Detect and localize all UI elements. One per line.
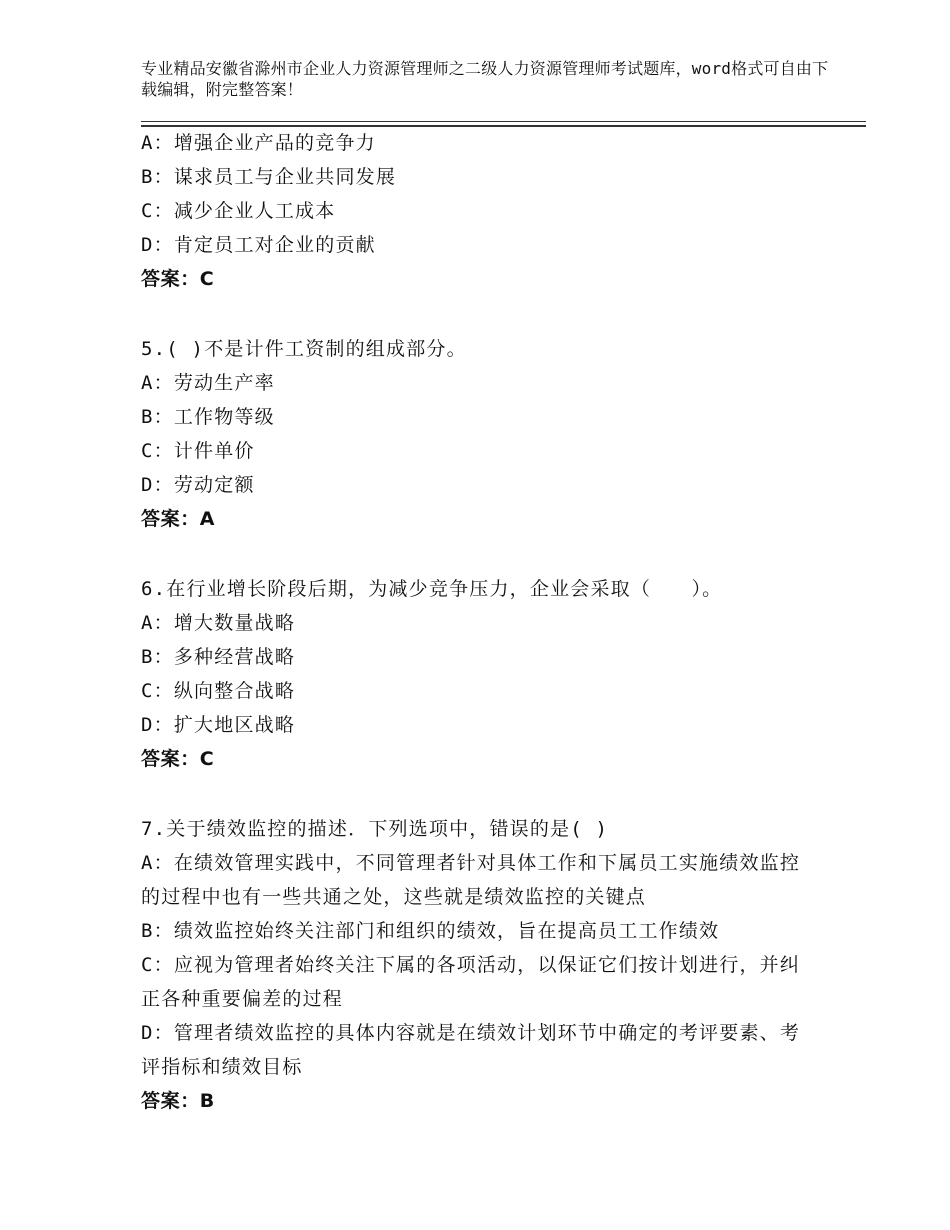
answer-line: 答案：B (141, 1090, 215, 1112)
option-c: C：纵向整合战略 (141, 680, 296, 702)
option-a: A：劳动生产率 (141, 372, 275, 394)
option-b: B：绩效监控始终关注部门和组织的绩效，旨在提高员工工作绩效 (141, 920, 720, 942)
option-c: C：减少企业人工成本 (141, 200, 336, 222)
question-7 (141, 812, 811, 1118)
option-a: A：增大数量战略 (141, 612, 296, 634)
option-d: D：劳动定额 (141, 474, 255, 496)
option-c: C：应视为管理者始终关注下属的各项活动，以保证它们按计划进行，并纠正各种重要偏差的过程 (141, 954, 801, 1010)
option-c: C：计件单价 (141, 440, 255, 462)
option-d: D：肯定员工对企业的贡献 (141, 234, 376, 256)
answer-line: 答案：A (141, 508, 216, 530)
question-5 (141, 332, 811, 536)
question-text: 6.在行业增长阶段后期，为减少竞争压力，企业会采取（ ）。 (141, 578, 723, 600)
question-6 (141, 572, 811, 776)
document-header-title: 专业精品安徽省滁州市企业人力资源管理师之二级人力资源管理师考试题库，word格式可自由下载编辑，附完整答案！ (141, 59, 829, 99)
question-content (141, 126, 811, 1118)
question-text: 5.( )不是计件工资制的组成部分。 (141, 338, 467, 360)
option-a: A：增强企业产品的竞争力 (141, 132, 376, 154)
option-b: B：多种经营战略 (141, 646, 296, 668)
answer-line: 答案：C (141, 748, 215, 770)
option-a: A：在绩效管理实践中，不同管理者针对具体工作和下属员工实施绩效监控的过程中也有一些共通之处，这些就是绩效监控的关键点 (141, 852, 801, 908)
answer-line: 答案：C (141, 268, 215, 290)
header-divider-thin (141, 121, 866, 122)
question-4-continued (141, 126, 811, 296)
question-text: 7.关于绩效监控的描述．下列选项中，错误的是( ) (141, 818, 609, 840)
option-d: D：管理者绩效监控的具体内容就是在绩效计划环节中确定的考评要素、考评指标和绩效目标 (141, 1022, 801, 1078)
option-b: B：工作物等级 (141, 406, 275, 428)
option-b: B：谋求员工与企业共同发展 (141, 166, 397, 188)
option-d: D：扩大地区战略 (141, 714, 296, 736)
